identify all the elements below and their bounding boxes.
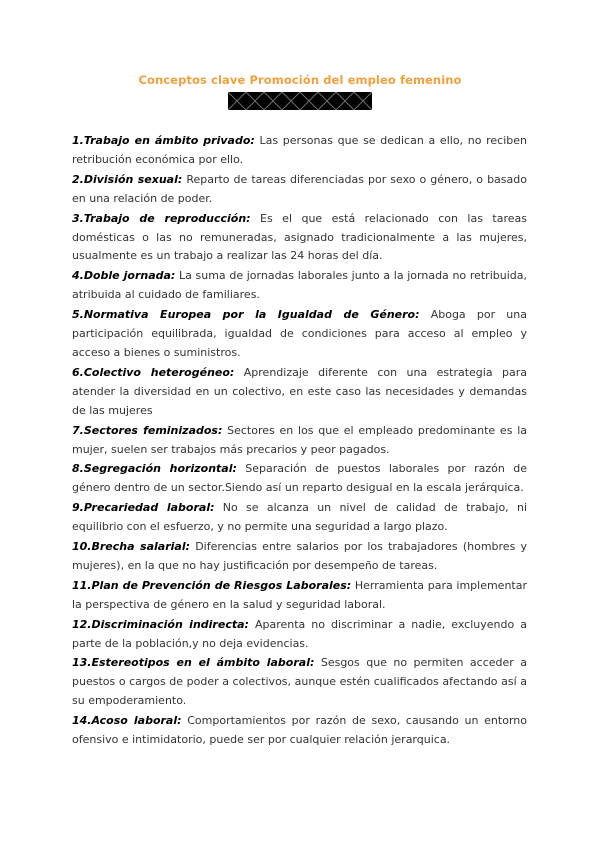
concept-definition: Es el que está relacionado con las tareas domésticas o las no remuneradas, asignado tradicionalmente a las mujeres, usualmente es un trabajo a realizar las 24 horas del día.	[72, 211, 527, 263]
concept-definition: Las personas que se dedican a ello, no reciben retribución económica por ello.	[72, 134, 527, 166]
concept-definition: Diferencias entre salarios por los trabajadores (hombres y mujeres), en la que no hay justificación por desempeño de tareas.	[72, 540, 528, 572]
concept-term: 8.Segregación horizontal:	[72, 462, 237, 476]
concept-term: 3.Trabajo de reproducción:	[72, 211, 251, 225]
concept-item	[72, 577, 527, 615]
concept-definition: La suma de jornadas laborales junto a la jornada no retribuida, atribuida al cuidado de familiares.	[72, 269, 527, 302]
decorative-banner	[228, 92, 372, 110]
concept-list	[72, 132, 527, 751]
concept-item	[72, 616, 527, 654]
concept-item	[72, 210, 527, 267]
concept-term: 5.Normativa Europea por la Igualdad de Género:	[72, 308, 420, 322]
concept-definition: Sectores en los que el empleado predominante es la mujer, suelen ser trabajos más precarios y peor pagados.	[72, 423, 527, 456]
concept-term: 2.División sexual:	[72, 172, 183, 186]
concept-item	[72, 654, 527, 711]
concept-term: 10.Brecha salarial:	[72, 540, 191, 554]
concept-definition: Herramienta para implementar la perspectiva de género en la salud y seguridad laboral.	[72, 578, 527, 611]
concept-item	[72, 538, 527, 576]
concept-item	[72, 460, 527, 498]
document-title: Conceptos clave Promoción del empleo femenino	[138, 73, 462, 87]
concept-term: 11.Plan de Prevención de Riesgos Laborales:	[72, 578, 352, 592]
concept-term: 1.Trabajo en ámbito privado:	[72, 134, 255, 147]
concept-term: 12.Discriminación indirecta:	[72, 617, 249, 631]
concept-item	[72, 171, 527, 209]
concept-term: 9.Precariedad laboral:	[72, 501, 215, 515]
concept-item	[72, 306, 527, 363]
concept-definition: Aprendizaje diferente con una estrategia para atender la diversidad en un colectivo, en este caso las necesidades y demandas de las mujeres	[72, 365, 527, 417]
concept-term: 7.Sectores feminizados:	[72, 423, 223, 437]
concept-term: 13.Estereotipos en el ámbito laboral:	[72, 656, 315, 670]
concept-term: 14.Acoso laboral:	[72, 714, 182, 728]
concept-item	[72, 132, 527, 170]
concept-definition: Comportamientos por razón de sexo, causando un entorno ofensivo e intimidatorio, puede ser por cualquier relación jerarquica.	[72, 714, 527, 747]
concept-term: 6.Colectivo heterogéneo:	[72, 365, 235, 379]
concept-item	[72, 422, 527, 460]
concept-item	[72, 499, 527, 537]
concept-term: 4.Doble jornada:	[72, 269, 176, 283]
concept-definition: Aboga por una participación equilibrada, igualdad de condiciones para acceso al empleo y acceso a bienes o suministros.	[72, 308, 527, 359]
concept-definition: No se alcanza un nivel de calidad de trabajo, ni equilibrio con el esfuerzo, y no permite una seguridad a largo plazo.	[72, 501, 527, 534]
concept-item	[72, 712, 527, 750]
concept-definition: Aparenta no discriminar a nadie, excluyendo a parte de la población,y no deja evidencias.	[72, 617, 527, 650]
concept-definition: Separación de puestos laborales por razón de género dentro de un sector.Siendo así un reparto desigual en la escala jerárquica.	[72, 462, 527, 495]
concept-definition: Reparto de tareas diferenciadas por sexo o género, o basado en una relación de poder.	[72, 172, 527, 205]
concept-item	[72, 267, 527, 305]
crosshatch-pattern-icon	[228, 92, 372, 110]
concept-item	[72, 364, 527, 421]
concept-definition: Sesgos que no permiten acceder a puestos o cargos de poder a colectivos, aunque estén cualificados afectando así a su empoderamiento.	[72, 656, 527, 708]
